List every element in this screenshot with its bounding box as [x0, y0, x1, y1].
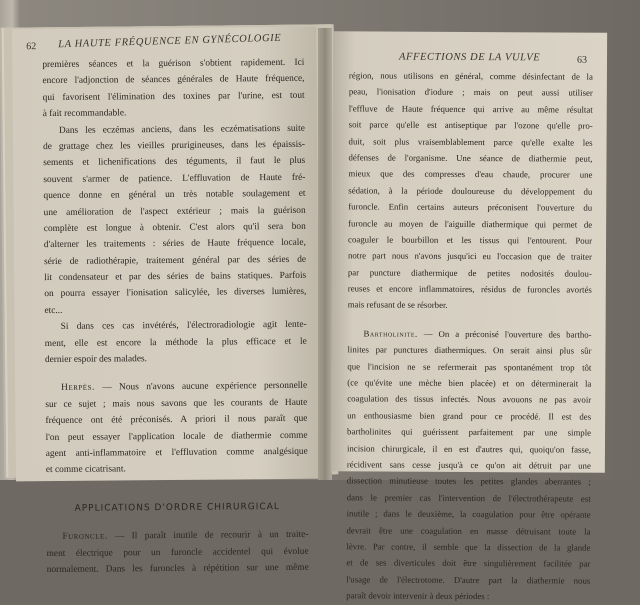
book-gutter	[318, 28, 332, 480]
line-text: — Il paraît inutile de recourir à un traite-	[107, 529, 309, 542]
text-line: dans le premier cas l'intervention de l'électrothérapeute est	[346, 492, 591, 504]
left-page	[12, 27, 320, 576]
section-heading: APPLICATIONS D'ORDRE CHIRURGICAL	[74, 501, 280, 514]
text-line: souvent s'armer de patience. L'effluvation de Haute fré-	[43, 172, 306, 185]
text-line: dissection minutieuse toutes les petites glandes aberrantes ;	[346, 475, 591, 488]
text-line: sements et lichenifications des téguments, il faut le plus	[43, 156, 306, 169]
text-line: bartholinites qui guérissent parfaitement par une simple	[347, 426, 592, 438]
text-line: série de radiothérapie, traitement général par des séries de	[44, 254, 307, 267]
paragraph-lead: Furoncle.	[62, 531, 108, 543]
text-line: devrait être une coagulation en masse détruisant toute la	[346, 524, 591, 537]
page-body	[42, 55, 309, 579]
text-line: furoncle au moyen de l'aiguille diathermique qui permet de	[348, 217, 593, 230]
text-line: peau, l'ionisation d'iodure ; mais on peut aussi utiliser	[348, 86, 593, 99]
text-line: sédation, à la période douloureuse du développement du	[348, 185, 593, 197]
text-line: furoncle. Enfin certains auteurs préconisent l'ouverture du	[348, 201, 593, 213]
text-line: soit parce qu'elle est antiseptique par l'ozone qu'elle pro-	[348, 119, 593, 131]
text-line: quence donne en général un très notable soulagement et	[43, 188, 306, 202]
paragraph-lead: Herpès.	[61, 383, 95, 394]
text-line: reuses et encore inflammatoires, résidus de furoncles avortés	[347, 283, 592, 295]
text-line: l'on peut essayer l'application locale de diathermie comme	[45, 430, 308, 443]
text-line: un enthousiasme bien grand pour ce procédé. Il est des	[347, 410, 592, 422]
text-line: ment, elle est encore la méthode la plus efficace et le	[44, 336, 307, 349]
text-line: linites par punctures diathermiques. On serait ainsi plus sûr	[347, 344, 592, 356]
text-line: récidivent sans cesse jusqu'à ce qu'on ait détruit par une	[346, 459, 591, 471]
text-line: etc...	[44, 305, 63, 316]
text-line: complète est longue à obtenir. C'est alors qu'il sera bon	[43, 221, 306, 234]
text-line: coaguler le bourbillon et les tissus qui l'entourent. Pour	[348, 234, 593, 246]
text-line: que l'incision ne se refermerait pas spontanément trop tôt	[347, 361, 592, 373]
text-line: duit, soit plus vraisemblablement parce qu'elle exalte les	[348, 135, 593, 148]
text-line	[45, 378, 307, 397]
text-line: agent anti-inflammatoire et l'effluvation comme analgésique	[45, 446, 308, 460]
text-line: et de ses diverticules doit être singulièrement facilitée par	[346, 557, 591, 569]
page-number: 63	[576, 54, 588, 66]
text-line: on pourra essayer l'ionisation salicylée, les diverses lumières,	[44, 287, 307, 300]
page-number: 62	[26, 41, 37, 53]
text-line: mieux que des compresses d'eau chaude, procurer une	[348, 168, 593, 180]
text-line: d'alterner les traitements : séries de Haute fréquence locale,	[43, 238, 306, 251]
text-line: région, nous utilisons en général, comme désinfectant de la	[348, 70, 593, 82]
text-line: l'usage de l'électrotome. D'autre part la diathermie nous	[346, 574, 591, 586]
running-head: AFFECTIONS DE LA VULVE	[398, 51, 541, 64]
paragraph-lead: Bartholinite.	[363, 328, 418, 339]
text-line: qui favorisent l'élimination des toxines par l'urine, est tout	[42, 90, 305, 103]
text-line: par puncture diathermique de petites nodosités doulou-	[347, 267, 592, 279]
text-line: paraît devoir intervenir à deux périodes :	[346, 590, 490, 602]
text-line	[348, 325, 592, 343]
text-line	[46, 527, 308, 546]
text-line: (ce qu'évite une mèche bien placée) et on déterminerait la	[347, 377, 592, 389]
text-line: de grattage chez les vieilles prurigineuses, dans les épaissis-	[43, 139, 306, 153]
text-line: lèvre. Par contre, il semble que la dissection de la glande	[346, 541, 591, 553]
page-body	[346, 67, 593, 605]
line-text: — On a préconisé l'ouverture des bartho-	[417, 328, 592, 340]
text-line: ment électrique pour un furoncle accidentel qui évolue	[46, 546, 309, 559]
text-line: défenses de l'organisme. Une séance de diathermie peut,	[348, 152, 593, 164]
text-line: à fait recommandable.	[42, 108, 127, 120]
text-line: normalement. Dans les furoncles à répétition sur une même	[46, 562, 309, 576]
text-line: et comme cicatrisant.	[45, 464, 126, 476]
text-line: fréquence ont été préconisés. A priori il nous paraît que	[45, 413, 308, 427]
running-head: LA HAUTE FRÉQUENCE EN GYNÉCOLOGIE	[58, 32, 282, 51]
text-line: Dans les eczémas anciens, dans les eczématisations suite	[58, 123, 305, 136]
text-line: encore l'adjonction de séances générales de Haute fréquence,	[42, 74, 305, 87]
text-line: l'effluve de Haute fréquence qui arrive au même résultat	[348, 103, 593, 115]
text-line: inutile ; dans le deuxième, la coagulation pour être opérante	[346, 508, 591, 520]
text-line: notre part nous n'avons jusqu'ici eu l'occasion que de traiter	[347, 250, 593, 262]
text-line: une amélioration de l'aspect extérieur ; mais la guérison	[43, 205, 306, 218]
text-line: sur ce sujet ; mais nous savons que les courants de Haute	[45, 397, 308, 410]
right-page	[331, 31, 607, 602]
line-text: — Nous n'avons aucune expérience personnelle	[94, 381, 308, 394]
text-line: dernier espoir des malades.	[44, 354, 148, 366]
text-line: Si dans ces cas invétérés, l'électroradiologie agit lente-	[60, 320, 307, 333]
text-line: incision chirurgicale, il en est d'autres qui, quoiqu'on fasse,	[346, 442, 591, 455]
text-line: coagulation des tissus infectés. Nous avouons ne pas avoir	[347, 393, 592, 406]
text-line: lit condensateur et par des séries de bains statiques. Parfois	[44, 270, 307, 284]
text-line: mais refusant de se résorber.	[347, 299, 448, 311]
text-line: premières séances et la guérison s'obtient rapidement. Ici	[42, 57, 305, 71]
